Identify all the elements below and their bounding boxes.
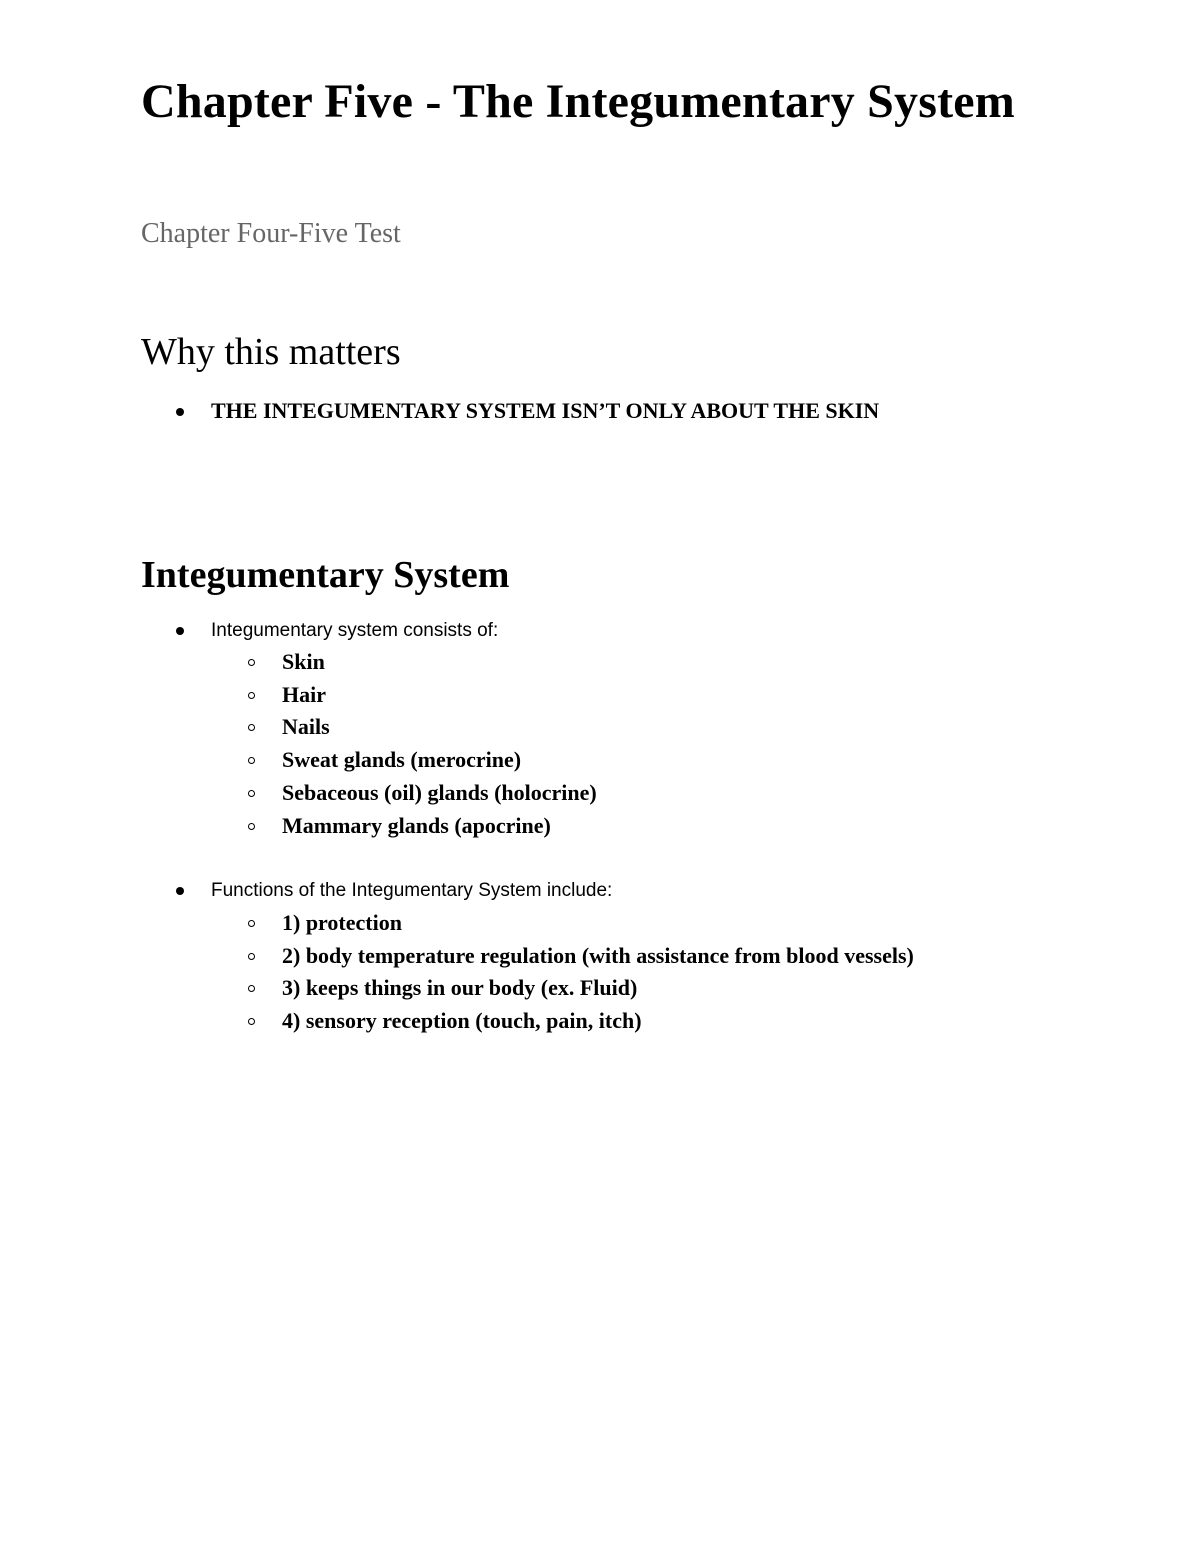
bullet-icon <box>176 887 184 895</box>
sub-list-item-text: Skin <box>282 649 325 674</box>
hollow-bullet-icon <box>248 724 255 731</box>
hollow-bullet-icon <box>248 985 255 992</box>
sub-list-item-text: Sweat glands (merocrine) <box>282 747 522 772</box>
bullet-icon <box>176 627 184 635</box>
hollow-bullet-icon <box>248 1018 255 1025</box>
sub-list-item-text: 1) protection <box>282 910 402 935</box>
hollow-bullet-icon <box>248 692 255 699</box>
page-title: Chapter Five - The Integumentary System <box>141 75 1015 128</box>
list-item-text: Integumentary system consists of: <box>211 620 499 641</box>
bullet-icon <box>176 408 184 416</box>
hollow-bullet-icon <box>248 920 255 927</box>
sub-list-item-text: Hair <box>282 682 326 707</box>
hollow-bullet-icon <box>248 823 255 830</box>
integumentary-system-heading: Integumentary System <box>141 554 510 596</box>
sub-list-item-text: 2) body temperature regulation (with assistance from blood vessels) <box>282 943 914 968</box>
list-item-text: THE INTEGUMENTARY SYSTEM ISN’T ONLY ABOUT THE SKIN <box>211 398 880 423</box>
hollow-bullet-icon <box>248 790 255 797</box>
sub-list-item-text: 3) keeps things in our body (ex. Fluid) <box>282 975 638 1000</box>
hollow-bullet-icon <box>248 659 255 666</box>
sub-list-item-text: Nails <box>282 714 330 739</box>
sub-list-item-text: 4) sensory reception (touch, pain, itch) <box>282 1008 642 1033</box>
sub-list-item-text: Sebaceous (oil) glands (holocrine) <box>282 780 597 805</box>
why-this-matters-heading: Why this matters <box>141 331 401 373</box>
hollow-bullet-icon <box>248 757 255 764</box>
page-subtitle: Chapter Four-Five Test <box>141 218 401 249</box>
sub-list-item-text: Mammary glands (apocrine) <box>282 813 551 838</box>
hollow-bullet-icon <box>248 953 255 960</box>
list-item-text: Functions of the Integumentary System include: <box>211 880 613 901</box>
